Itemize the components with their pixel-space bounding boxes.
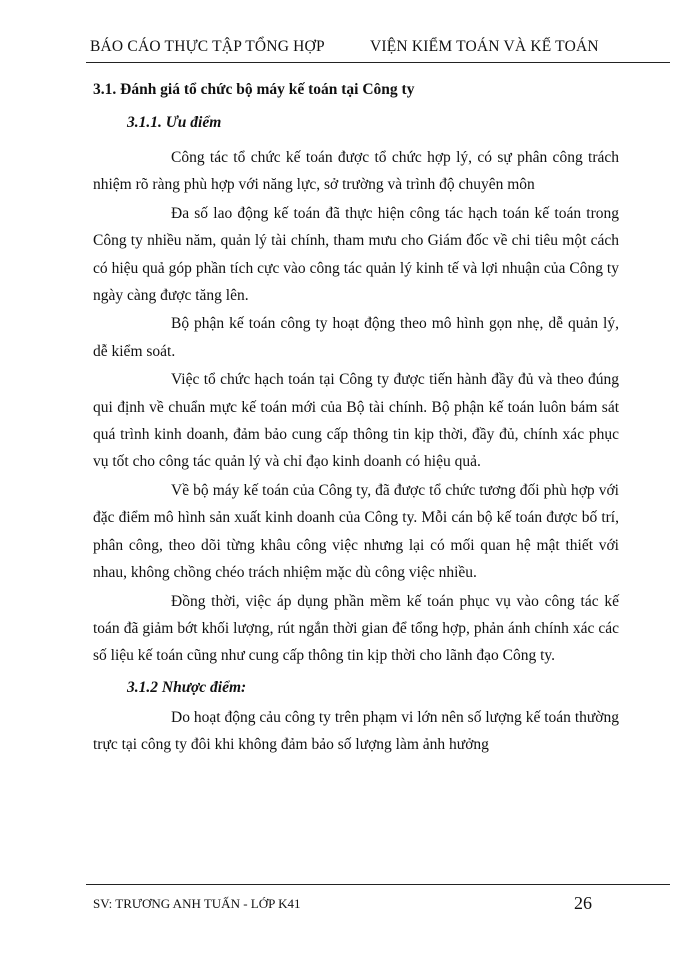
disadvantage-paragraph-1: Do hoạt động cảu công ty trên phạm vi lớn nên số lượng kế toán thường trực tại công ty đôi khi không đảm bảo số lượng làm ảnh hưởng [93, 708, 619, 754]
footer-author: SV: TRƯƠNG ANH TUẤN - LỚP K41 [93, 896, 301, 911]
page-header [86, 38, 670, 62]
page-number: 26 [574, 893, 592, 913]
disadvantages-heading: 3.1.2 Nhược điểm: [127, 678, 247, 696]
advantage-paragraph-2: Đa số lao động kế toán đã thực hiện công tác hạch toán kế toán trong Công ty nhiều năm, quản lý tài chính, tham mưu cho Giám đốc về chi tiêu một cách có hiệu quả góp phần tích cực vào công tác quản lý kinh tế và lợi nhuận của Công ty ngày càng được tăng lên. [93, 204, 619, 305]
footer-divider [86, 884, 670, 885]
page-body [93, 80, 619, 760]
section-title: 3.1. Đánh giá tổ chức bộ máy kế toán tại Công ty [93, 81, 415, 98]
advantage-paragraph-5: Về bộ máy kế toán của Công ty, đã được tổ chức tương đối phù hợp với đặc điểm mô hình sản xuất kinh doanh của Công ty. Mỗi cán bộ kế toán được bố trí, phân công, theo dõi từng khâu công việc nhưng lại có mối quan hệ mật thiết với nhau, không chồng chéo trách nhiệm mặc dù công việc nhiều. [93, 481, 619, 582]
advantage-paragraph-6: Đồng thời, việc áp dụng phần mềm kế toán phục vụ vào công tác kế toán đã giảm bớt khối lượng, rút ngắn thời gian để tổng hợp, phản ánh chính xác các số liệu kế toán cũng như cung cấp thông tin kịp thời cho lãnh đạo Công ty. [93, 592, 619, 665]
header-divider [86, 62, 670, 63]
header-institute: VIỆN KIỂM TOÁN VÀ KẾ TOÁN [370, 38, 599, 55]
advantage-paragraph-3: Bộ phận kế toán công ty hoạt động theo mô hình gọn nhẹ, dễ quản lý, dễ kiểm soát. [93, 315, 619, 360]
advantages-heading: 3.1.1. Ưu điểm [127, 114, 222, 131]
advantage-paragraph-1: Công tác tổ chức kế toán được tổ chức hợp lý, có sự phân công trách nhiệm rõ ràng phù hợp với năng lực, sở trường và trình độ chuyên môn [93, 149, 619, 194]
advantage-paragraph-4: Việc tổ chức hạch toán tại Công ty được tiến hành đầy đủ và theo đúng qui định về chuẩn mực kế toán mới của Bộ tài chính. Bộ phận kế toán luôn bám sát quá trình kinh doanh, đảm bảo cung cấp thông tin kịp thời, đầy đủ, chính xác phục vụ tốt cho công tác quản lý và chỉ đạo kinh doanh có hiệu quả. [93, 371, 619, 471]
header-report-title: BÁO CÁO THỰC TẬP TỔNG HỢP [90, 38, 325, 55]
